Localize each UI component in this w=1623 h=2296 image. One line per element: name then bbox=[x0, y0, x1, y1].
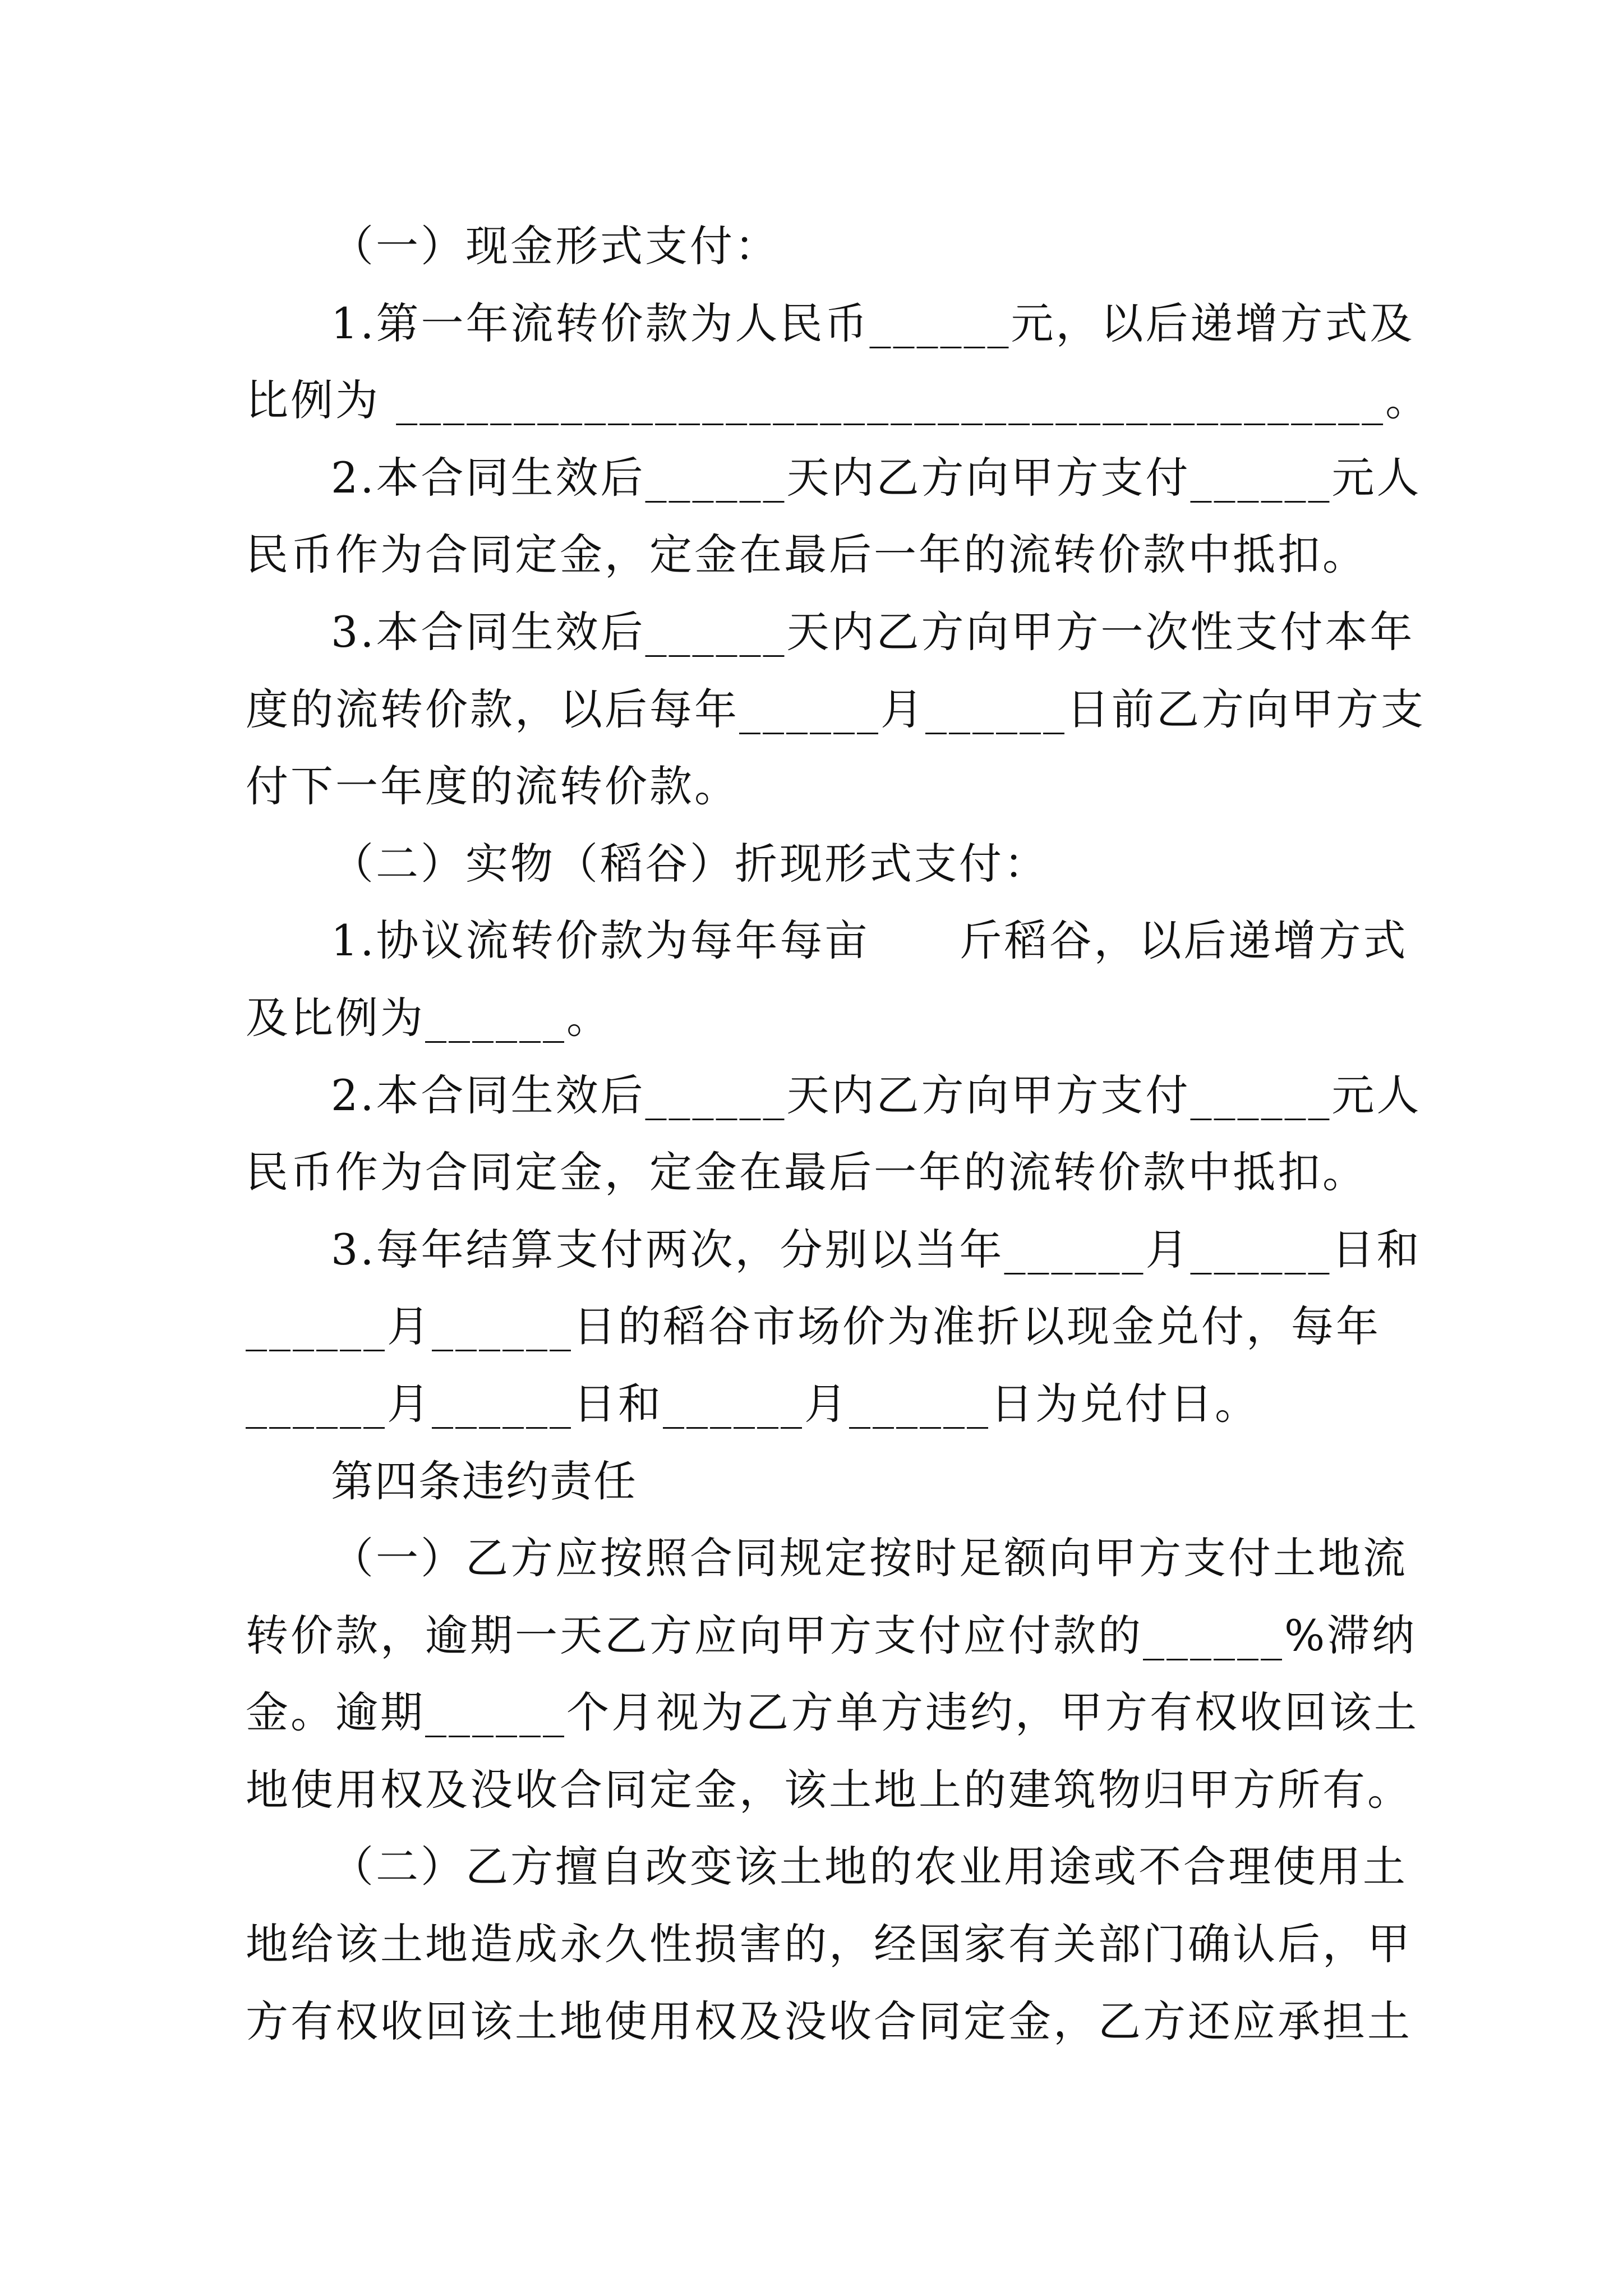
section-cash-payment-heading: （一）现金形式支付： bbox=[331, 221, 780, 271]
cash-clause-3-line-1: 3.本合同生效后______天内乙方向甲方一次性支付本年 bbox=[331, 606, 1415, 657]
grain-clause-3-line-1: 3.每年结算支付两次，分别以当年______月______日和 bbox=[331, 1224, 1422, 1274]
liability-clause-1-line-1: （一）乙方应按照合同规定按时足额向甲方支付土地流 bbox=[331, 1533, 1408, 1584]
section-grain-payment-heading: （二）实物（稻谷）折现形式支付： bbox=[331, 838, 1049, 889]
cash-clause-1-line-1: 1.第一年流转价款为人民币______元，以后递增方式及 bbox=[331, 298, 1415, 348]
grain-clause-1-line-2: 及比例为______。 bbox=[246, 992, 611, 1043]
liability-clause-1-line-4: 地使用权及没收合同定金，该土地上的建筑物归甲方所有。 bbox=[246, 1764, 1412, 1815]
grain-clause-1-line-1: 1.协议流转价款为每年每亩 斤稻谷，以后递增方式 bbox=[331, 915, 1408, 966]
cash-clause-3-line-3: 付下一年度的流转价款。 bbox=[246, 761, 739, 812]
liability-clause-2-line-1: （二）乙方擅自改变该土地的农业用途或不合理使用土 bbox=[331, 1842, 1408, 1892]
grain-clause-3-line-3: ______月______日和______月______日为兑付日。 bbox=[246, 1378, 1260, 1429]
grain-clause-2-line-2: 民币作为合同定金，定金在最后一年的流转价款中抵扣。 bbox=[246, 1147, 1367, 1198]
cash-clause-2-line-2: 民币作为合同定金，定金在最后一年的流转价款中抵扣。 bbox=[246, 530, 1367, 580]
liability-clause-2-line-2: 地给该土地造成永久性损害的，经国家有关部门确认后，甲 bbox=[246, 1919, 1412, 1970]
cash-clause-3-line-2: 度的流转价款，以后每年______月______日前乙方向甲方支 bbox=[246, 684, 1426, 734]
article-4-heading: 第四条违约责任 bbox=[331, 1456, 637, 1506]
liability-clause-1-line-2: 转价款，逾期一天乙方应向甲方支付应付款的______%滞纳 bbox=[246, 1610, 1417, 1660]
grain-clause-3-line-2: ______月______日的稻谷市场价为准折以现金兑付，每年 bbox=[246, 1301, 1381, 1352]
liability-clause-2-line-3: 方有权收回该土地使用权及没收合同定金，乙方还应承担土 bbox=[246, 1996, 1412, 2046]
cash-clause-1-line-2: 比例为 __________________________________________。 bbox=[246, 375, 1431, 426]
liability-clause-1-line-3: 金。逾期______个月视为乙方单方违约，甲方有权收回该土 bbox=[246, 1687, 1419, 1738]
cash-clause-2-line-1: 2.本合同生效后______天内乙方向甲方支付______元人 bbox=[331, 452, 1422, 503]
contract-text bbox=[246, 208, 1431, 2060]
grain-clause-2-line-1: 2.本合同生效后______天内乙方向甲方支付______元人 bbox=[331, 1070, 1422, 1120]
